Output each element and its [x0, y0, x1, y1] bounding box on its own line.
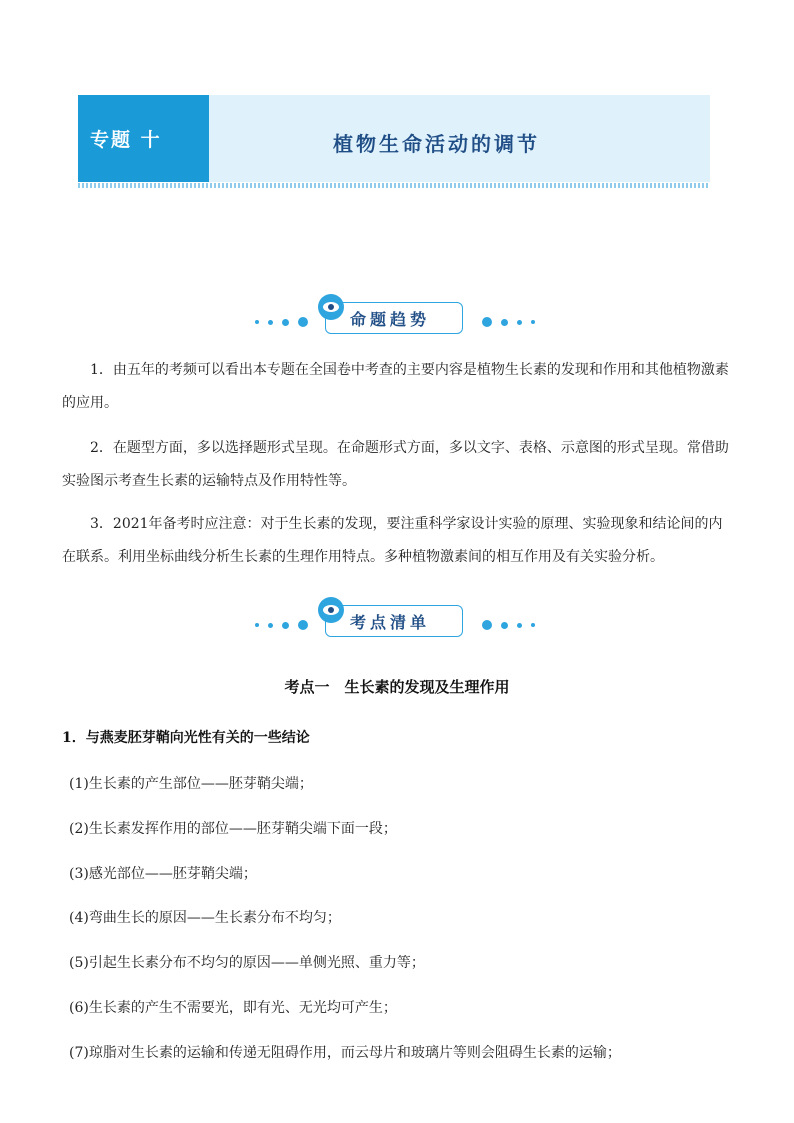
section-heading-trend — [255, 294, 535, 334]
trend-paragraph-2: 2．在题型方面，多以选择题形式呈现。在命题形式方面，多以文字、表格、示意图的形式呈现。常借助实验图示考查生长素的运输特点及作用特性等。 — [62, 440, 729, 489]
trend-paragraph-3: 3．2021年备考时应注意：对于生长素的发现，要注重科学家设计实验的原理、实验现象和结论间的内在联系。利用坐标曲线分析生长素的生理作用特点。多种植物激素间的相互作用及有关实验分析。 — [62, 516, 723, 565]
eye-icon — [318, 597, 344, 623]
topic-label-block — [78, 95, 209, 182]
topic-label: 专题 十 — [90, 129, 162, 151]
point-title: 1．与燕麦胚芽鞘向光性有关的一些结论 — [62, 730, 310, 746]
section-pill — [325, 605, 463, 637]
list-item: (5)引起生长素分布不均匀的原因——单侧光照、重力等； — [69, 955, 425, 971]
decorative-dots-right — [482, 620, 535, 630]
section-heading-checklist — [255, 597, 535, 637]
decorative-dots-left — [255, 620, 308, 630]
section-pill — [325, 302, 463, 334]
trend-paragraph-1: 1．由五年的考频可以看出本专题在全国卷中考查的主要内容是植物生长素的发现和作用和其他植物激素的应用。 — [62, 362, 729, 411]
banner-dotted-rule — [78, 183, 710, 188]
list-item: (1)生长素的产生部位——胚芽鞘尖端； — [69, 776, 313, 792]
list-item: (6)生长素的产生不需要光，即有光、无光均可产生； — [69, 1000, 397, 1016]
checklist-subtitle: 考点一 生长素的发现及生理作用 — [284, 678, 510, 696]
list-item: (3)感光部位——胚芽鞘尖端； — [69, 866, 257, 882]
topic-banner — [78, 95, 710, 182]
list-item: (2)生长素发挥作用的部位——胚芽鞘尖端下面一段； — [69, 821, 397, 837]
list-item: (4)弯曲生长的原因——生长素分布不均匀； — [69, 910, 341, 926]
eye-icon — [318, 294, 344, 320]
section-title: 考点清单 — [350, 613, 431, 632]
section-title: 命题趋势 — [350, 310, 431, 329]
list-item: (7)琼脂对生长素的运输和传递无阻碍作用，而云母片和玻璃片等则会阻碍生长素的运输； — [69, 1045, 621, 1061]
decorative-dots-left — [255, 317, 308, 327]
decorative-dots-right — [482, 317, 535, 327]
topic-title: 植物生命活动的调节 — [333, 132, 540, 156]
